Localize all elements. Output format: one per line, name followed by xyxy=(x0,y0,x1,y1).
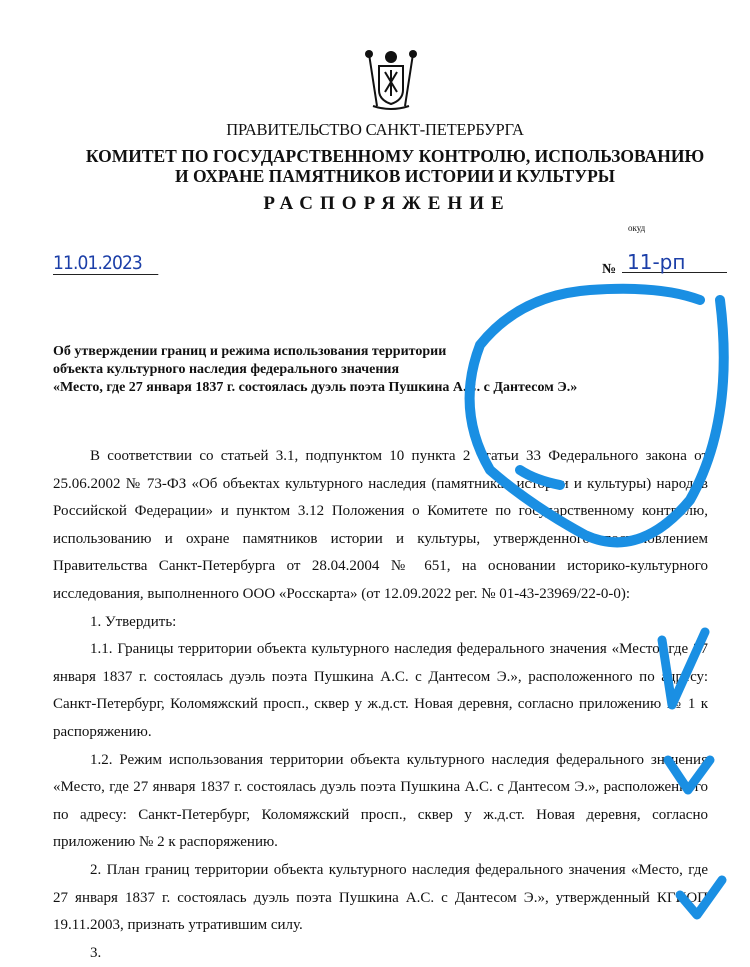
committee-title xyxy=(20,146,750,186)
okud-label: окуд xyxy=(628,223,646,233)
number-sign: № xyxy=(602,262,617,277)
subject-line-1: Об утверждении границ и режима использования территории xyxy=(53,344,447,359)
item-1-1: 1.1. Границы территории объекта культурного наследия федерального значения «Место, где 27 января 1837 г. состоялась дуэль поэта Пушкина А.С. с Дантесом Э.», расположенного по адресу: Санкт-Петербург, Коломяжский просп., сквер у ж.д.ст. Новая деревня, согласно приложению № 1 к распоряжению. xyxy=(53,641,708,740)
number-value: 11-рп xyxy=(622,250,727,273)
committee-line-1: КОМИТЕТ ПО ГОСУДАРСТВЕННОМУ КОНТРОЛЮ, ИСПОЛЬЗОВАНИЮ xyxy=(85,146,705,166)
subject-line-2: объекта культурного наследия федерального значения xyxy=(53,362,400,377)
committee-line-2: И ОХРАНЕ ПАМЯТНИКОВ ИСТОРИИ И КУЛЬТУРЫ xyxy=(175,166,615,186)
document-subject xyxy=(53,343,693,397)
item-3: 3. xyxy=(90,944,102,961)
coat-of-arms-emblem xyxy=(363,48,419,112)
preamble-paragraph: В соответствии со статьей 3.1, подпунктом 10 пункта 2 статьи 33 Федерального закона от 25.06.2002 № 73-ФЗ «Об объектах культурного наследия (памятниках истории и культуры) народов Российской Федерации» и пунктом 3.12 Положения о Комитете по государственному контролю, использованию и охране памятников истории и культуры, утвержденного постановлением Правительства Санкт-Петербурга от 28.04.2004 № 651, на основании историко-культурного исследования, выполненного ООО «Росскарта» (от 12.09.2022 рег. № 01-43-23969/22-0-0): xyxy=(53,448,708,602)
item-1: 1. Утвердить: xyxy=(90,613,177,630)
item-2: 2. План границ территории объекта культурного наследия федерального значения «Место, где 27 января 1837 г. состоялась дуэль поэта Пушкина А.С. с Дантесом Э.», утвержденный КГИОП 19.11.2003, признать утратившим силу. xyxy=(53,861,708,934)
item-1-2: 1.2. Режим использования территории объекта культурного наследия федерального значения «Место, где 27 января 1837 г. состоялась дуэль поэта Пушкина А.С. с Дантесом Э.», расположенного по адресу: Санкт-Петербург, Коломяжский просп., сквер у ж.д.ст. Новая деревня, согласно приложению № 2 к распоряжению. xyxy=(53,751,708,851)
document-body xyxy=(53,443,708,967)
document-type: РАСПОРЯЖЕНИЕ xyxy=(263,193,511,214)
document-date: 11.01.2023 xyxy=(53,252,158,275)
government-title: ПРАВИТЕЛЬСТВО САНКТ-ПЕТЕРБУРГА xyxy=(226,120,524,139)
subject-line-3: «Место, где 27 января 1837 г. состоялась дуэль поэта Пушкина А.С. с Дантесом Э.» xyxy=(53,380,578,395)
